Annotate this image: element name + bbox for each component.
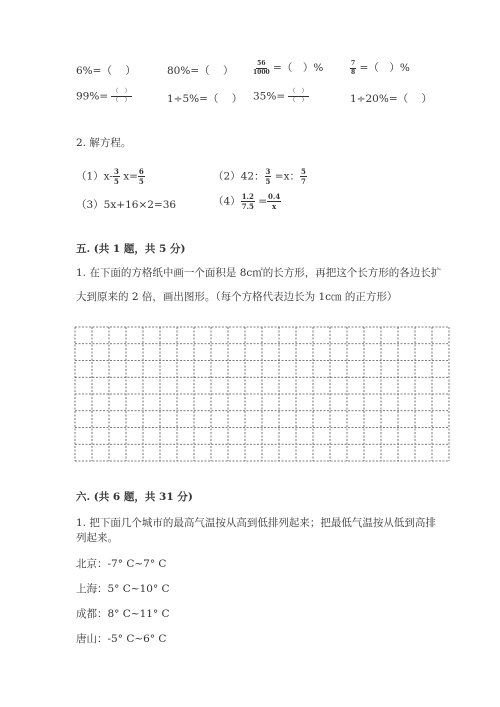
fraction-numerator: 6 (138, 167, 144, 176)
fraction-denominator: x (272, 202, 277, 211)
city-shanghai-temperature: 上海：5° C~10° C (76, 583, 170, 595)
fraction-numerator: 56 (257, 59, 266, 67)
item-35-percent (253, 89, 309, 104)
city-chengdu-temperature: 成都：8° C~11° C (76, 608, 170, 620)
item-close-paren: ） (421, 93, 432, 105)
fraction-numerator: 5 (301, 167, 306, 176)
equation-text: = (258, 195, 268, 208)
fraction-denominator: 7 (301, 177, 306, 186)
equation-3: （3）5x+16×2=36 (76, 199, 177, 211)
item-close-paren: ） (125, 65, 136, 77)
fraction-denominator: （ ） (289, 97, 308, 104)
fraction-numerator: 0.4 (268, 192, 281, 201)
fraction-denominator: 1000 (253, 68, 270, 76)
equation-text: =x： (274, 170, 300, 183)
item-80-percent (167, 63, 234, 78)
item-text: 99%= (76, 90, 109, 103)
equation-1 (76, 168, 145, 185)
item-text: 35%= (253, 90, 286, 103)
city-tangshan-temperature: 唐山：-5° C~6° C (76, 633, 167, 645)
section-5-question-line-2: 大到原来的 2 倍，画出图形。（每个方格代表边长为 1c㎝ 的正方形） (76, 291, 398, 303)
item-text: =（ ）% (273, 62, 324, 74)
fraction-denominator: 7.5 (241, 202, 254, 211)
city-beijing-temperature: 北京：-7° C~7° C (76, 558, 167, 570)
section-6-title: 六. (共 6 题，共 31 分) (76, 491, 193, 503)
equation-text: x= (123, 170, 138, 183)
item-1-div-5-percent (167, 91, 242, 106)
fraction-numerator: 3 (113, 167, 119, 176)
equation-2 (213, 168, 307, 185)
equation-text: （1）x- (76, 170, 113, 183)
fraction-denominator: 5 (113, 177, 119, 186)
question-2-title: 2. 解方程。 (76, 137, 132, 149)
item-text: 6%=（ (76, 65, 112, 77)
fraction-numerator: 1.2 (241, 192, 254, 201)
item-6-percent (76, 63, 136, 78)
item-text: 80%=（ (167, 65, 210, 77)
item-1-div-20-percent (350, 91, 432, 106)
equation-4 (213, 193, 281, 210)
fraction-numerator: （ ） (112, 88, 131, 95)
section-6-question-line-1: 1. 把下面几个城市的最高气温按从高到低排列起来；把最低气温按从低到高排 (76, 517, 436, 529)
item-text: =（ ）% (359, 62, 410, 74)
fraction-denominator: （ ） (112, 97, 131, 104)
square-grid-paper[interactable] (74, 326, 450, 462)
fraction-numerator: 3 (265, 167, 271, 176)
fraction-numerator: 7 (351, 59, 356, 67)
grid-svg (74, 326, 450, 462)
equation-text: （2）42： (213, 170, 265, 183)
item-7-over-8 (350, 60, 410, 76)
item-56-over-1000 (253, 60, 323, 76)
section-6-question-line-2: 列起来。 (76, 532, 118, 544)
item-text: 1÷5%=（ (167, 93, 219, 105)
section-5-title: 五. (共 1 题，共 5 分) (76, 243, 186, 255)
item-close-paren: ） (223, 65, 234, 77)
item-text: 1÷20%=（ (350, 93, 409, 105)
equation-text: （4） (213, 195, 241, 208)
fraction-denominator: 5 (265, 177, 271, 186)
fraction-denominator: 8 (351, 68, 356, 76)
section-5-question-line-1: 1. 在下面的方格纸中画一个面积是 8c㎡的长方形，再把这个长方形的各边长扩 (76, 267, 442, 279)
item-close-paren: ） (231, 93, 243, 105)
item-99-percent (76, 89, 132, 104)
fraction-denominator: 5 (138, 177, 144, 186)
fraction-numerator: （ ） (289, 88, 308, 95)
